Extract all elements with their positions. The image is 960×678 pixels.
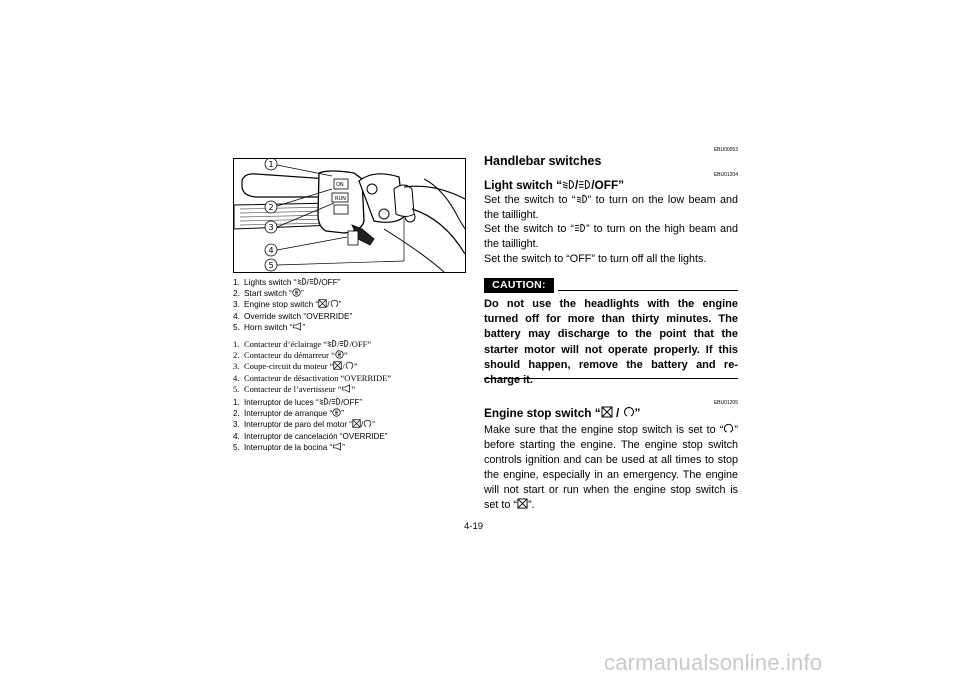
caption-item: 3. Engine stop switch “ / ” [233,299,342,310]
caption-item: 3. Interruptor de paro del motor “ / ” [233,420,375,430]
horn-icon [292,322,302,331]
engine-off-icon [601,406,613,418]
engine-off-icon [333,361,342,370]
low-beam-icon [319,397,329,406]
caption-item: 4. Contacteur de désactivation “OVERRIDE” [233,372,392,383]
caution-end-rule [484,378,738,379]
caption-item: 5. Interruptor de la bocina “ ” [233,442,345,452]
high-beam-icon [309,277,319,286]
caption-item: 5. Horn switch “ ” [233,321,306,332]
caption-item: 1. Contacteur d’éclairage “ / /OFF” [233,339,372,349]
high-beam-icon [331,397,341,406]
engine-run-icon [723,423,734,434]
callout-1: 1 [268,160,274,169]
caption-item: 4. Interruptor de cancelación “OVERRIDE” [233,431,388,441]
svg-text:RUN: RUN [335,196,346,202]
start-icon [332,408,341,417]
light-para-2: Set the switch to “ ” to turn on the high beam and the taillight. [484,223,739,250]
engine-run-icon [330,299,339,308]
captions-french [233,339,473,395]
caption-item: 2. Interruptor de arranque “ ” [233,409,344,419]
engine-off-icon [352,419,361,428]
caption-item: 5. Contacteur de l’avertisseur “ ” [233,383,356,394]
low-beam-icon [297,277,307,286]
engine-stop-heading: Engine stop switch “ / ” [484,406,641,420]
callout-4: 4 [268,246,274,255]
high-beam-icon [576,194,588,204]
high-beam-icon [574,223,586,233]
section-code: EBU01204 [713,172,738,178]
low-beam-icon [327,339,337,348]
caution-rule [558,290,738,291]
start-icon [335,350,344,359]
section-title: Handlebar switches [484,154,602,168]
high-beam-icon [339,339,349,348]
light-switch-heading: Light switch “ / /OFF” [484,178,625,192]
caution-text: Do not use the headlights with the engine turned off for more than thirty minutes. The battery may discharge to the point that the starter motor will not operate properly. If this should happen, remove the battery and re-charge it. [484,298,738,387]
captions-english [233,277,473,333]
section-code: EBU01205 [713,400,738,406]
horn-icon [341,384,351,393]
light-para-1: Set the switch to “ ” to turn on the low beam and the taillight. [484,194,739,221]
low-beam-icon [562,179,575,190]
handlebar-switch-illustration [233,158,466,273]
captions-spanish [233,397,473,453]
engine-stop-para: Make sure that the engine stop switch is set to “ ” before starting the engine. The engine stop switch controls ignition and can be used at all times to stop the engine, especially in an emergency. The engine will not start or run when the engine stop switch is set to “ ”. [484,424,738,511]
caption-item: 1. Interruptor de luces “ / /OFF” [233,398,363,407]
engine-off-icon [318,299,327,308]
callout-2: 2 [268,203,274,212]
horn-icon [332,442,342,451]
caption-item: 3. Coupe-circuit du moteur “ / ” [233,361,358,372]
engine-run-icon [345,361,354,370]
caution-label: CAUTION: [484,278,554,293]
engine-off-icon [517,498,528,509]
caption-item: 2. Contacteur du démarreur “ ” [233,350,348,361]
caption-item: 1. Lights switch “ / /OFF” [233,277,341,287]
engine-run-icon [623,406,635,418]
caption-item: 4. Override switch “OVERRIDE” [233,310,353,321]
light-para-3: Set the switch to “OFF” to turn off all the lights. [484,253,707,265]
high-beam-icon [578,179,591,190]
section-code: EBU00053 [713,147,738,153]
engine-run-icon [363,419,372,428]
page-number: 4-19 [464,521,484,532]
svg-text:ON: ON [336,182,344,188]
caption-item: 2. Start switch “ ” [233,288,304,299]
callout-3: 3 [268,223,274,232]
start-icon [292,288,301,297]
callout-5: 5 [268,261,274,270]
watermark: carmanualsonline.info [604,650,823,675]
